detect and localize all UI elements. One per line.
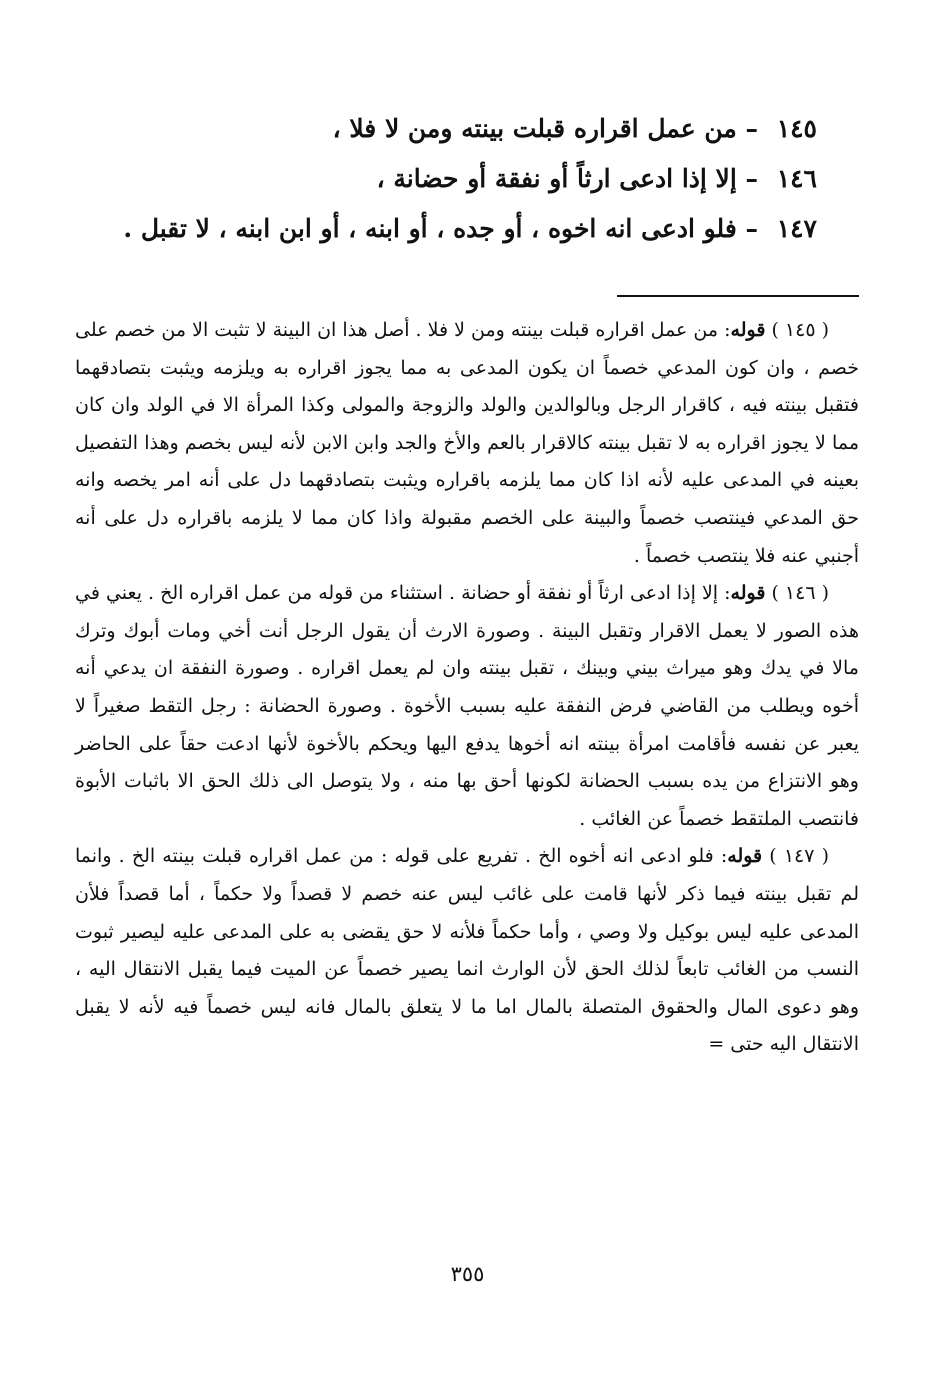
matn-item-147 [117, 204, 817, 254]
commentary-paragraph-145 [75, 312, 859, 575]
matn-item-146 [117, 154, 817, 204]
matn-text: فلو ادعى انه اخوه ، أو جده ، أو ابنه ، أو ابن ابنه ، لا تقبل . [123, 214, 737, 243]
matn-item-145 [117, 104, 817, 154]
matn-number: ١٤٧ [776, 214, 817, 243]
matn-text: من عمل اقراره قبلت بينته ومن لا فلا ، [332, 114, 737, 143]
commentary-paragraph-146 [75, 575, 859, 838]
commentary-paragraph-147 [75, 838, 859, 1064]
paragraph-text: : من عمل اقراره قبلت بينته ومن لا فلا . أصل هذا ان البينة لا تثبت الا من خصم على خصم ، وان كون المدعي خصماً ان يكون المدعى به مما يجوز اقراره به ويلزمه ويثبت بتصادقهما فتقبل بينته فيه ، كاقرار الرجل وبالوالدين والولد والزوجة والمولى وكذا المرأة الا في الولد وان كان مما لا يجوز اقراره به لا تقبل بينته كالاقرار بالعم والأخ والجد وابن الابن لأنه ليس بخصم وهذا التفصيل بعينه في المدعى عليه لأنه اذا كان مما يلزمه باقراره ويثبت بتصادقهما دل على أنه امر يخصه وانه حق المدعي فينتصب خصماً والبينة على الخصم مقبولة واذا كان مما لا يلزمه باقراره دل على أنه أجنبي عنه فلا ينتصب خصماً . [75, 319, 859, 567]
paragraph-keyword: قوله [730, 319, 766, 341]
matn-section [117, 104, 817, 254]
paragraph-ref: ( ١٤٥ ) [771, 319, 830, 341]
section-divider [617, 295, 859, 297]
matn-dash: – [745, 214, 758, 243]
paragraph-keyword: قوله [727, 845, 763, 868]
matn-dash: – [745, 114, 758, 143]
paragraph-ref: ( ١٤٦ ) [771, 582, 830, 605]
commentary-section [75, 312, 859, 1064]
paragraph-keyword: قوله [730, 582, 766, 605]
matn-dash: – [745, 164, 758, 193]
paragraph-text: : إلا إذا ادعى ارثاً أو نفقة أو حضانة . استثناء من قوله من عمل اقراره الخ . يعني في هذه الصور لا يعمل الاقرار وتقبل البينة . وصورة الارث أن يقول الرجل أنت أخي ومات أبوك وترك مالا في يدك وهو ميراث بيني وبينك ، تقبل بينته وان لم يعمل اقراره . وصورة النفقة ان يدعي أنه أخوه ويطلب من القاضي فرض النفقة عليه بسبب الأخوة . وصورة الحضانة : رجل التقط صغيراً لا يعبر عن نفسه فأقامت امرأة بينته انه أخوها يدفع اليها ويحكم بالأخوة لأنها ادعت حقاً على الحاضر وهو الانتزاع من يده بسبب الحضانة لكونها أحق بها منه ، ولا يتوصل الى ذلك الحق الا باثبات الأبوة فانتصب الملتقط خصماً عن الغائب . [75, 582, 859, 830]
matn-text: إلا إذا ادعى ارثاً أو نفقة أو حضانة ، [376, 164, 737, 193]
paragraph-text: : فلو ادعى انه أخوه الخ . تفريع على قوله : من عمل اقراره قبلت بينته الخ . وانما لم تقبل بينته فيما ذكر لأنها قامت على غائب ليس عنه خصم لا قصداً ولا حكماً ، أما قصداً فلأن المدعى عليه ليس بوكيل ولا وصي ، وأما حكماً فلأنه لا حق يقضى به على المدعى عليه ليصير ثبوت النسب من الغائب تابعاً لذلك الحق لأن الوارث انما يصير خصماً عن الميت فيما يقبل الانتقال اليه ، وهو دعوى المال والحقوق المتصلة بالمال اما ما لا يتعلق بالمال فانه ليس خصماً فيه لأنه لا يقبل الانتقال اليه حتى = [75, 845, 859, 1056]
matn-number: ١٤٥ [776, 114, 817, 143]
paragraph-ref: ( ١٤٧ ) [769, 845, 829, 868]
page-number: ٣٥٥ [450, 1262, 485, 1286]
matn-number: ١٤٦ [776, 164, 817, 193]
